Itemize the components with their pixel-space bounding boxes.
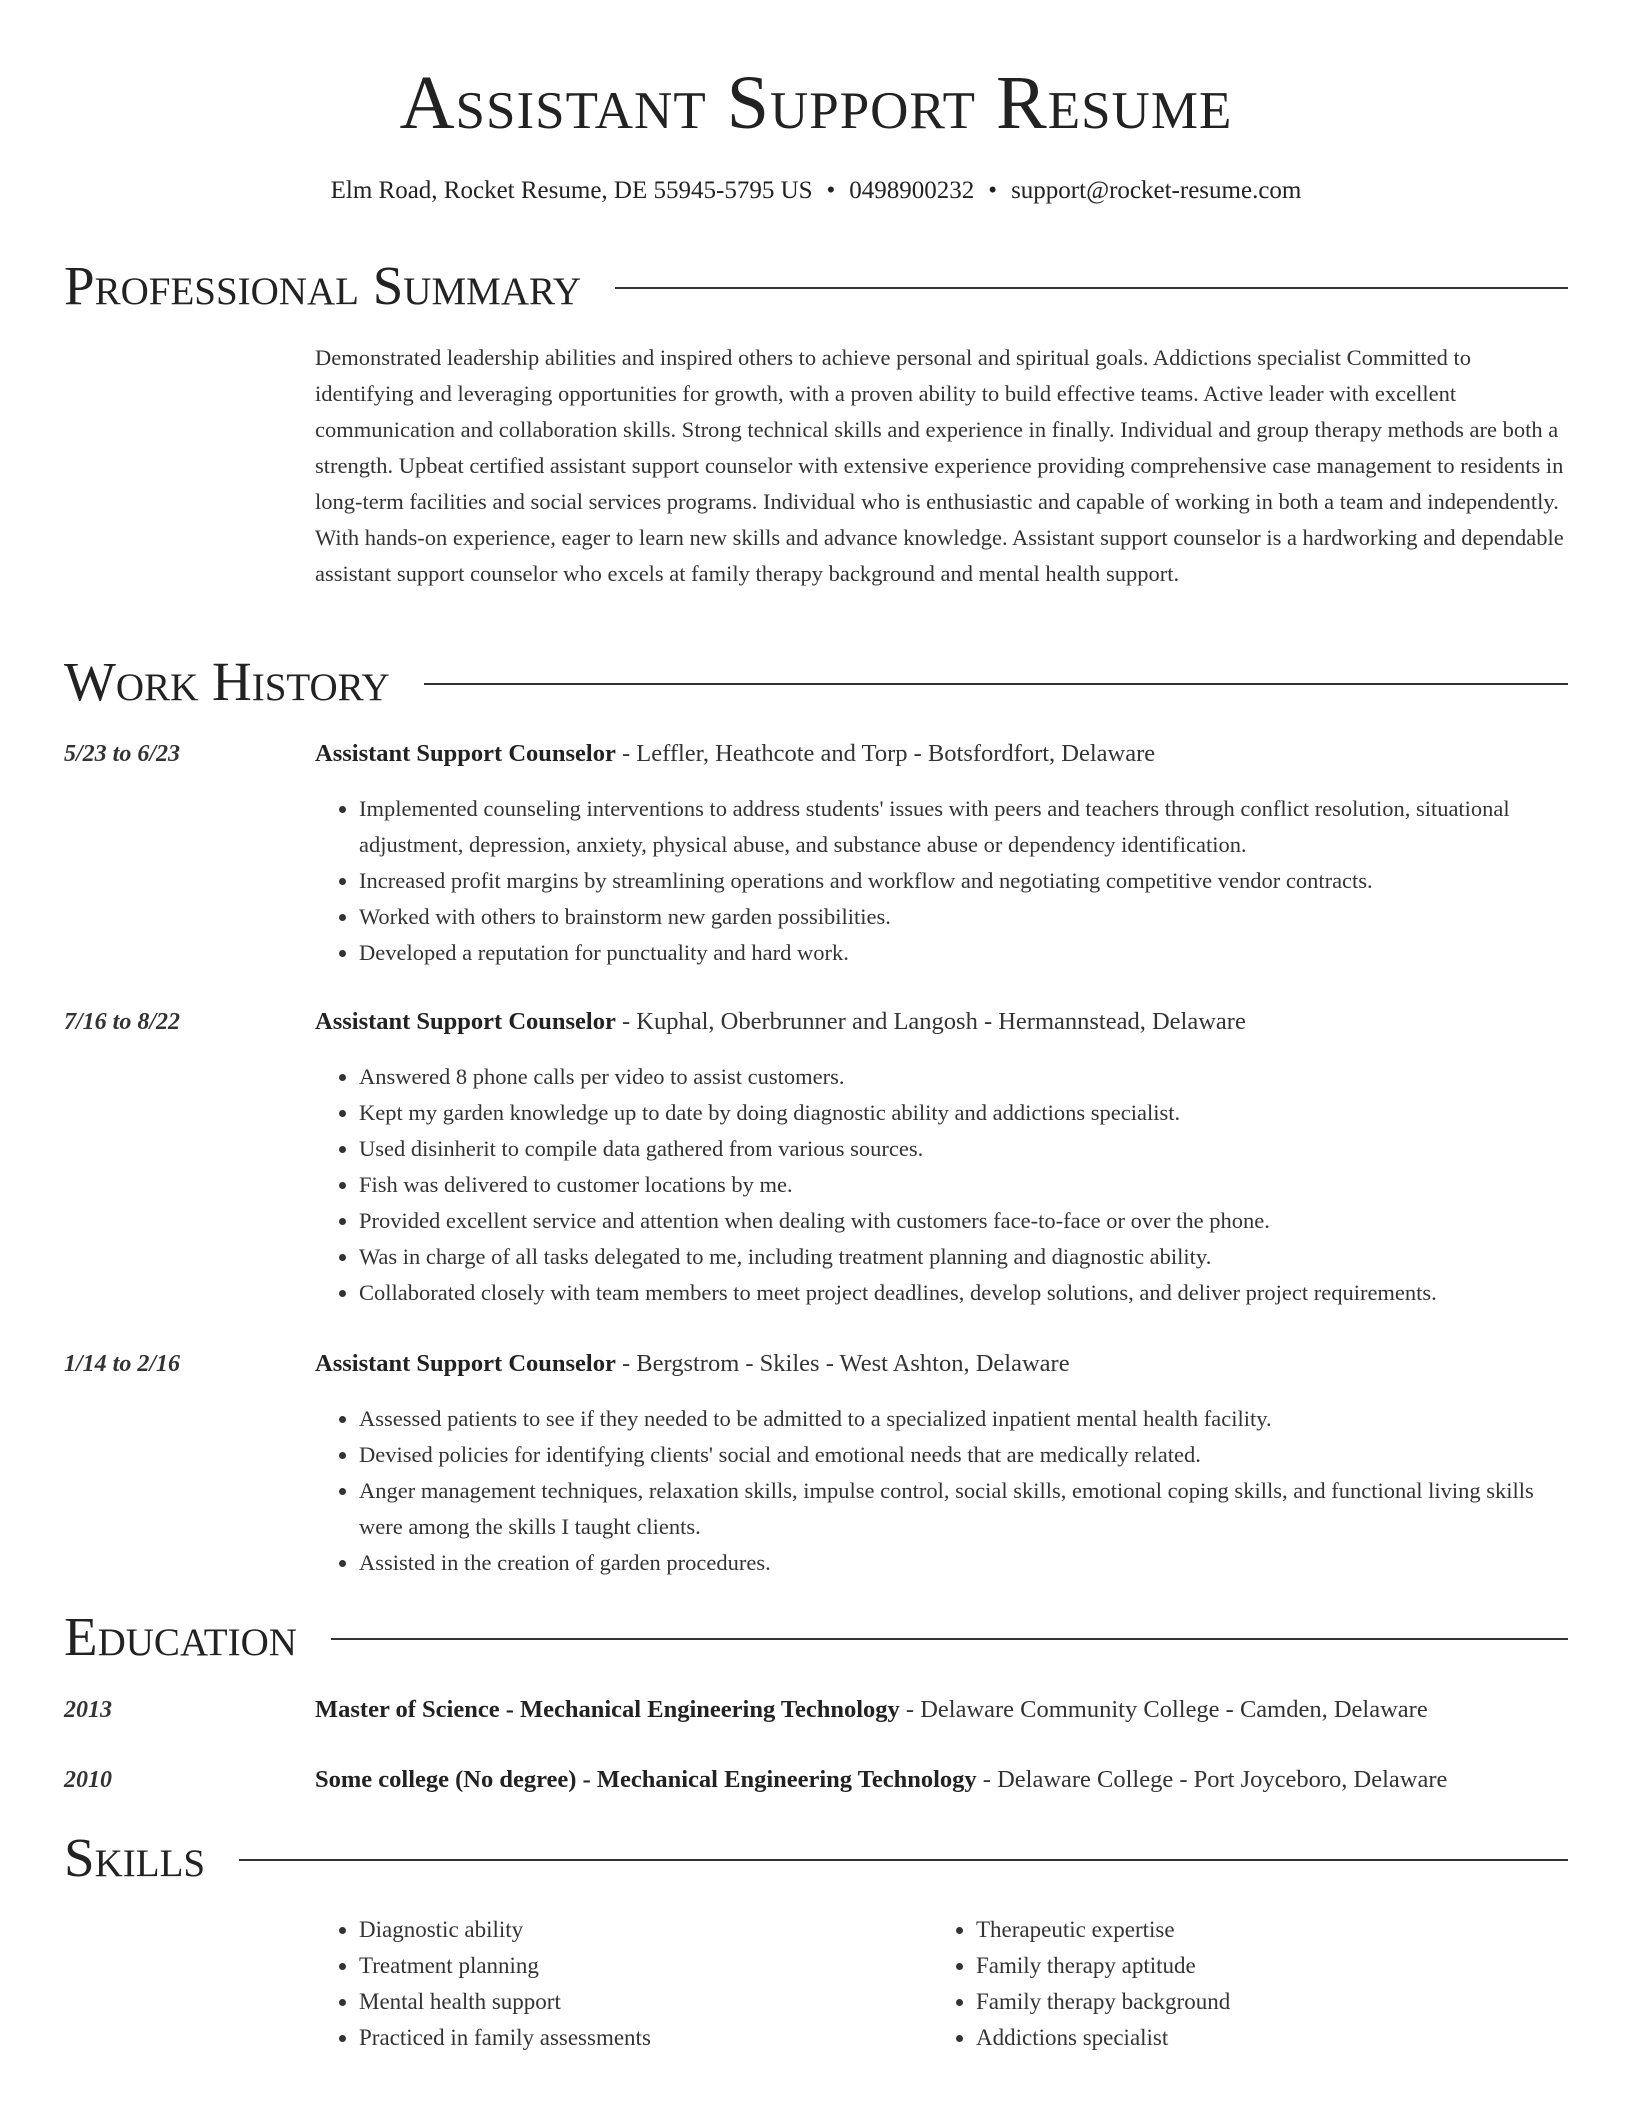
education-section-title: Education xyxy=(64,1606,297,1667)
section-divider xyxy=(424,683,1568,685)
job-employer: - Bergstrom - Skiles - West Ashton, Delaware xyxy=(615,1350,1070,1377)
education-year: 2013 xyxy=(64,1697,112,1723)
education-year: 2010 xyxy=(64,1767,112,1793)
job-employer: - Leffler, Heathcote and Torp - Botsfordfort, Delaware xyxy=(615,740,1156,767)
contact-address: Elm Road, Rocket Resume, DE 55945-5795 US xyxy=(330,177,813,204)
section-divider xyxy=(331,1638,1568,1640)
list-item: • Developed a reputation for punctuality and hard work. xyxy=(359,935,1575,971)
work-section-header xyxy=(64,650,1568,714)
summary-text: Demonstrated leadership abilities and inspired others to achieve personal and spiritual goals. Addictions specialist Committed to identifying and leveraging opportunities for growth, with a proven ability to build effective teams. Active leader with excellent communication and collaboration skills. Strong technical skills and experience in finally. Individual and group therapy methods are both a strength. Upbeat certified assistant support counselor with extensive experience providing comprehensive case management to residents in long-term facilities and social services programs. Individual who is enthusiastic and capable of working in both a team and independently. With hands-on experience, eager to learn new skills and advance knowledge. Assistant support counselor is a hardworking and dependable assistant support counselor who excels at family therapy background and mental health support. xyxy=(315,345,1564,586)
skill-item: • Family therapy aptitude xyxy=(976,1948,1492,1984)
skill-item: • Family therapy background xyxy=(976,1984,1492,2020)
skill-item: • Treatment planning xyxy=(359,1948,875,1984)
education-entry xyxy=(315,1694,1575,1726)
job-bullets xyxy=(315,791,1575,971)
education-school: - Delaware Community College - Camden, Delaware xyxy=(899,1696,1428,1723)
list-item: • Kept my garden knowledge up to date by doing diagnostic ability and addictions specialist. xyxy=(359,1095,1575,1131)
summary-section-title: Professional Summary xyxy=(64,255,582,316)
skills-list-right xyxy=(932,1912,1492,2056)
job-bullets xyxy=(315,1059,1575,1311)
skills-section-header xyxy=(64,1826,1568,1890)
job-heading xyxy=(315,738,1575,770)
contact-separator: • xyxy=(826,177,836,204)
contact-phone: 0498900232 xyxy=(849,177,975,204)
job-heading xyxy=(315,1006,1575,1038)
job-employer: - Kuphal, Oberbrunner and Langosh - Hermannstead, Delaware xyxy=(615,1008,1246,1035)
education-degree: Some college (No degree) - Mechanical Engineering Technology xyxy=(315,1766,977,1793)
job-title: Assistant Support Counselor xyxy=(315,740,616,767)
contact-line xyxy=(0,175,1632,207)
skills-section-title: Skills xyxy=(64,1827,206,1888)
list-item: • Implemented counseling interventions to address students' issues with peers and teachers through conflict resolution, situational adjustment, depression, anxiety, physical abuse, and substance abuse or dependency identification. xyxy=(359,791,1575,863)
list-item: • Fish was delivered to customer locations by me. xyxy=(359,1167,1575,1203)
job-title: Assistant Support Counselor xyxy=(315,1008,616,1035)
education-entry xyxy=(315,1764,1575,1796)
list-item: • Answered 8 phone calls per video to assist customers. xyxy=(359,1059,1575,1095)
summary-section-header xyxy=(64,254,1568,318)
education-degree: Master of Science - Mechanical Engineering Technology xyxy=(315,1696,900,1723)
skill-item: • Diagnostic ability xyxy=(359,1912,875,1948)
list-item: • Used disinherit to compile data gathered from various sources. xyxy=(359,1131,1575,1167)
job-dates: 5/23 to 6/23 xyxy=(64,741,181,767)
skills-list-left xyxy=(315,1912,875,2056)
section-divider xyxy=(239,1859,1568,1861)
list-item: • Assisted in the creation of garden procedures. xyxy=(359,1545,1575,1581)
list-item: • Anger management techniques, relaxation skills, impulse control, social skills, emotional coping skills, and functional living skills were among the skills I taught clients. xyxy=(359,1473,1575,1545)
education-school: - Delaware College - Port Joyceboro, Delaware xyxy=(976,1766,1448,1793)
skill-item: • Addictions specialist xyxy=(976,2020,1492,2056)
list-item: • Devised policies for identifying clients' social and emotional needs that are medically related. xyxy=(359,1437,1575,1473)
education-section-header xyxy=(64,1605,1568,1669)
job-dates: 1/14 to 2/16 xyxy=(64,1351,181,1377)
list-item: • Collaborated closely with team members to meet project deadlines, develop solutions, and deliver project requirements. xyxy=(359,1275,1575,1311)
list-item: • Provided excellent service and attention when dealing with customers face-to-face or over the phone. xyxy=(359,1203,1575,1239)
skill-item: • Practiced in family assessments xyxy=(359,2020,875,2056)
job-heading xyxy=(315,1348,1575,1380)
contact-separator: • xyxy=(988,177,998,204)
list-item: • Assessed patients to see if they needed to be admitted to a specialized inpatient mental health facility. xyxy=(359,1401,1575,1437)
list-item: • Was in charge of all tasks delegated to me, including treatment planning and diagnostic ability. xyxy=(359,1239,1575,1275)
resume-name: Assistant Support Resume xyxy=(399,61,1233,145)
job-bullets xyxy=(315,1401,1575,1581)
list-item: • Worked with others to brainstorm new garden possibilities. xyxy=(359,899,1575,935)
skill-item: • Mental health support xyxy=(359,1984,875,2020)
job-title: Assistant Support Counselor xyxy=(315,1350,616,1377)
list-item: • Increased profit margins by streamlining operations and workflow and negotiating competitive vendor contracts. xyxy=(359,863,1575,899)
skill-item: • Therapeutic expertise xyxy=(976,1912,1492,1948)
job-dates: 7/16 to 8/22 xyxy=(64,1009,181,1035)
section-divider xyxy=(615,287,1568,289)
contact-email: support@rocket-resume.com xyxy=(1011,177,1302,204)
work-section-title: Work History xyxy=(64,651,390,712)
